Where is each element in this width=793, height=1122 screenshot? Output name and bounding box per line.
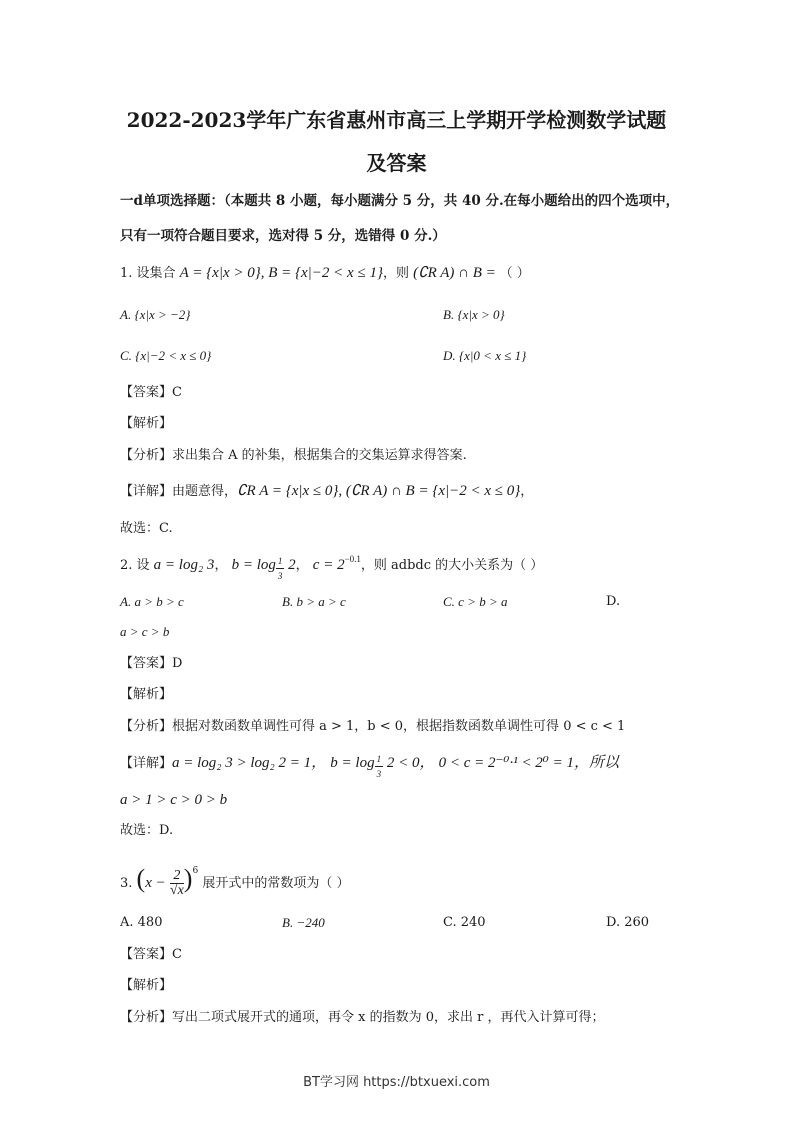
page-title-line1: 2022-2023学年广东省惠州市高三上学期开学检测数学试题 (126, 108, 667, 132)
q2-xiangjie-label: 【详解】 (120, 756, 173, 771)
q1-option-b: B. {x|x > 0} (443, 307, 505, 322)
q3-option-d: D. 260 (606, 915, 650, 930)
q2-option-a: A. a > b > c (120, 594, 184, 609)
q2-xiangjie-b: b = log $\frac{1}{3}$ 2 < 0， (330, 754, 435, 779)
q1-complement-expr: (∁R A) ∩ B = (413, 265, 500, 281)
q1-fenxi: 【分析】求出集合 A 的补集，根据集合的交集运算求得答案. (120, 448, 467, 463)
q1-then: ，则 (382, 266, 414, 281)
q3-prefix: 3. (120, 876, 133, 891)
q1-xiangjie-tail: ， (520, 484, 534, 499)
q2-answer: 【答案】D (120, 656, 183, 671)
q2-choose: 故选：D. (120, 823, 174, 838)
q3-answer: 【答案】C (120, 947, 182, 962)
q2-prefix: 2. 设 (120, 558, 154, 573)
question-2: 2. 设 a = log₂ 3， b = log $\frac{1}{3}$ 2， $c = 2^{-0.1}$，则 adbdc 的大小关系为（ ） (120, 554, 544, 581)
q1-xiangjie-expr: ∁R A = {x|x ≤ 0}, (∁R A) ∩ B = {x|−2 < x ≤ 0} (237, 483, 521, 499)
q2-option-b: B. b > a > c (282, 594, 346, 609)
q2-option-d-expr: a > c > b (120, 624, 170, 639)
q2-analysis-tag: 【解析】 (120, 687, 173, 702)
q1-answer: 【答案】C (120, 385, 182, 400)
q2-b-expr: b = log $\frac{1}{3}$ 2 (231, 556, 296, 581)
page-title-line2: 及答案 (366, 151, 427, 175)
q1-choose: 故选：C. (120, 521, 173, 536)
q2-fenxi: 【分析】根据对数函数单调性可得 a > 1，b < 0，根据指数函数单调性可得 0 < c < 1 (120, 719, 626, 734)
q1-option-d: D. {x|0 < x ≤ 1} (443, 348, 527, 363)
site-footer: BT学习网 https://btxuexi.com (303, 1075, 490, 1090)
section-header-line1: 一d单项选择题：（本题共 8 小题，每小题满分 5 分，共 40 分.在每小题给出的四个选项中， (120, 193, 680, 209)
q3-suffix: 展开式中的常数项为（ ） (202, 876, 350, 891)
question-1 (120, 263, 530, 284)
q3-expr-x: x − (145, 875, 166, 891)
q2-option-d-label: D. (606, 594, 621, 609)
q2-option-c: C. c > b > a (443, 594, 508, 609)
q1-xiangjie-label: 【详解】由题意得， (120, 484, 238, 499)
q2-c-expr: $c = 2^{-0.1}$ (312, 554, 361, 573)
q3-power: 6 (192, 866, 199, 876)
q3-fenxi: 【分析】写出二项式展开式的通项，再令 x 的指数为 0，求出 r ，再代入计算可得； (120, 1010, 605, 1025)
q1-blank: （ ） (499, 266, 530, 281)
q2-xiangjie (120, 752, 619, 781)
q3-option-a: A. 480 (120, 915, 163, 930)
q2-suffix: ，则 adbdc 的大小关系为（ ） (360, 558, 544, 573)
q2-conclusion: a > 1 > c > 0 > b (120, 792, 228, 808)
q3-option-c: C. 240 (443, 915, 486, 930)
q1-analysis-tag: 【解析】 (120, 416, 173, 431)
q3-analysis-tag: 【解析】 (120, 978, 173, 993)
q1-option-a: A. {x|x > −2} (120, 307, 191, 322)
q2-a-expr: a = log₂ 3 (153, 557, 215, 573)
section-header-line2: 只有一项符合题目要求，选对得 5 分，选错得 0 分.） (120, 228, 446, 244)
q2-xiangjie-1: a = log₂ 3 > log₂ 2 = 1， (172, 755, 327, 771)
q1-option-c: C. {x|−2 < x ≤ 0} (120, 348, 212, 363)
q1-prefix: 1. 设集合 (120, 266, 180, 281)
q1-sets-expr: A = {x|x > 0}, B = {x|−2 < x ≤ 1} (179, 265, 383, 281)
question-3: 3. (x − $\frac{2}{√x}$ )$^6$ 展开式中的常数项为（ ） (120, 864, 350, 898)
q3-fraction: $\frac{2}{√x}$ (169, 868, 184, 898)
q3-option-b: B. −240 (282, 915, 325, 930)
q2-xiangjie-3: 0 < c = 2⁻⁰·¹ < 2⁰ = 1，所以 (438, 755, 619, 771)
q1-xiangjie (120, 481, 533, 502)
